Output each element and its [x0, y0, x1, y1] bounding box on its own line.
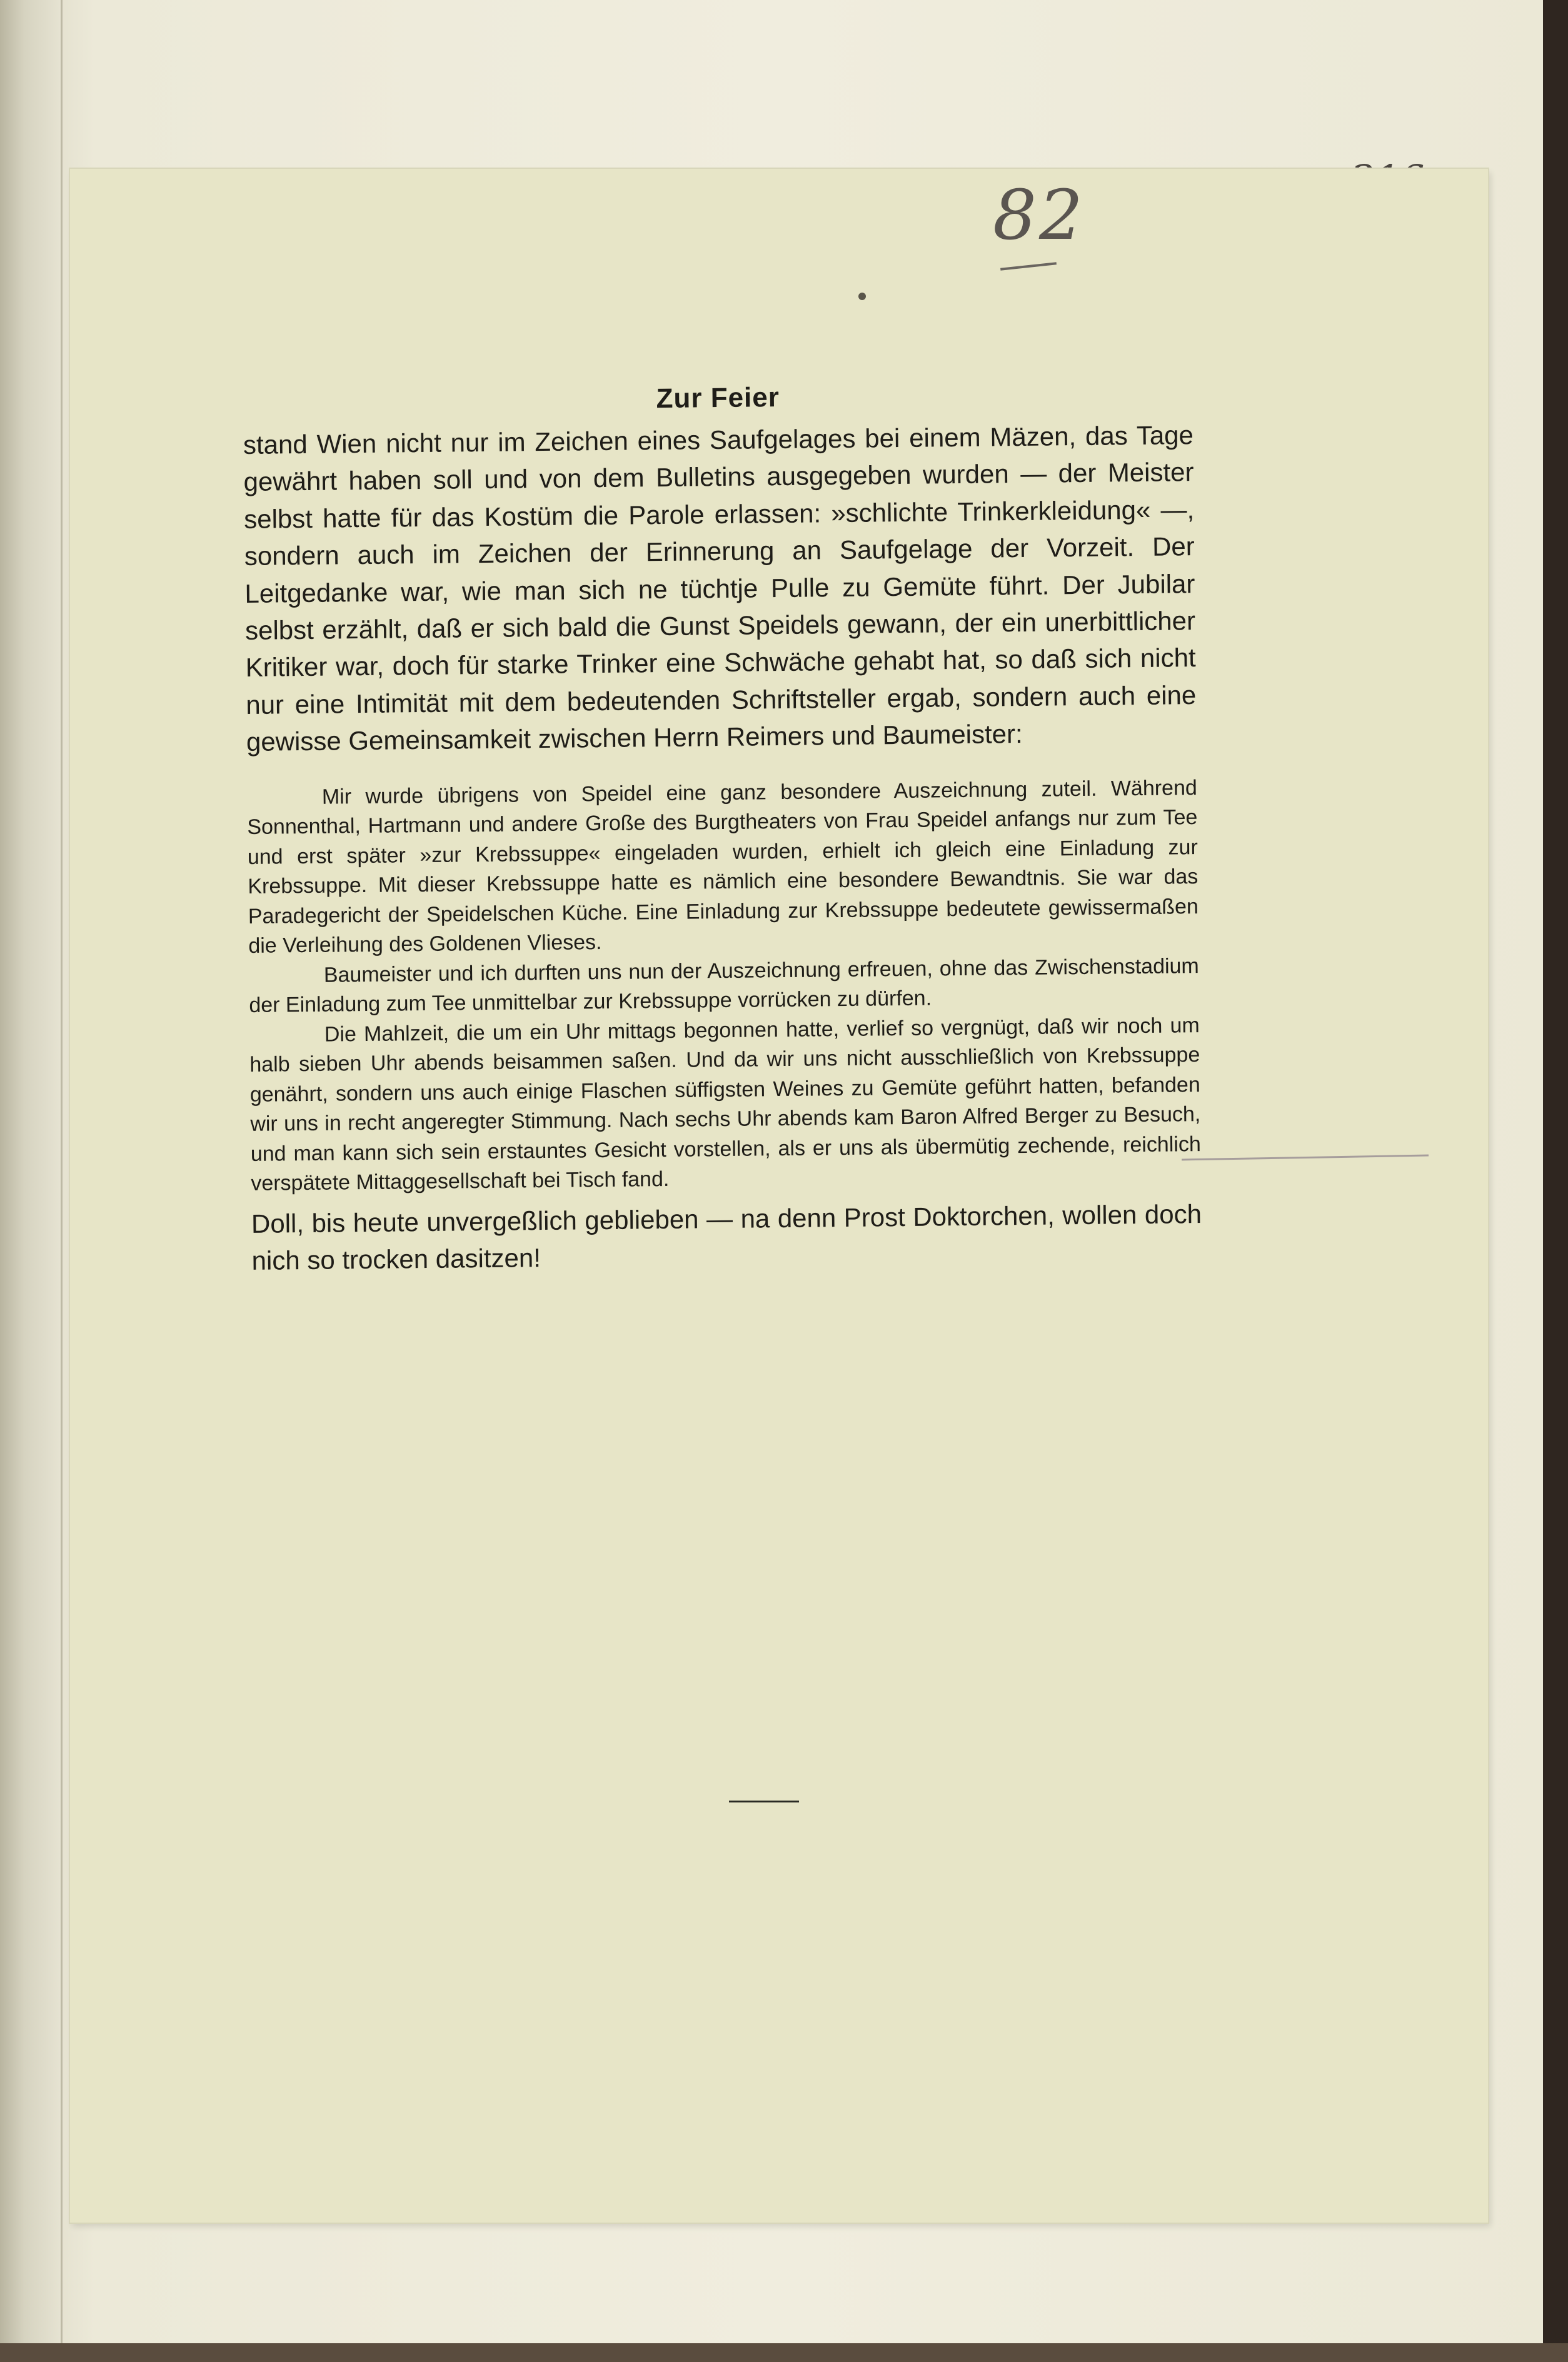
quote-paragraph: Baumeister und ich durften uns nun der Auszeichnung erfreuen, ohne das Zwischenstadium der Einladung zum Tee unmittelbar zur Krebssuppe vorrücken zu dürfen.	[249, 953, 1199, 1018]
quote-paragraph: Die Mahlzeit, die um ein Uhr mittags begonnen hatte, verlief so vergnügt, daß wir noch um halb sieben Uhr abends beisammen saßen. Und da wir uns nicht ausschließlich von Krebssuppe genährt, sondern uns auch einige Flaschen süffigsten Weines zu Gemüte geführt hatten, befanden wir uns in recht angeregter Stimmung. Nach sechs Uhr abends kam Baron Alfred Berger zu Besuch, und man kann sich sein erstauntes Gesicht vorstellen, als er uns als übermütig zechende, reichlich verspätete Mittaggesellschaft bei Tisch fand.	[249, 1013, 1201, 1196]
article-closing-paragraph: Doll, bis heute unvergeßlich geblieben — na denn Prost Doktorchen, wollen doch nich so trocken dasitzen!	[251, 1199, 1202, 1275]
end-rule	[729, 1801, 799, 1802]
article-title: Zur Feier	[656, 382, 780, 415]
album-edge-bottom	[0, 2343, 1568, 2362]
article-intro-paragraph: stand Wien nicht nur im Zeichen eines Saufgelages bei einem Mäzen, das Tage gewährt haben soll und von dem Bulletins ausgegeben wurden — der Meister selbst hatte für das Kostüm die Parole erlassen: »schlichte Trinkerkleidung« —, sondern auch im Zeichen der Erinnerung an Saufgelage der Vorzeit. Der Leitgedanke war, wie man sich ne tüchtje Pulle zu Gemüte führt. Der Jubilar selbst erzählt, daß er sich bald die Gunst Speidels gewann, der ein unerbittlicher Kritiker war, doch für starke Trinker eine Schwäche gehabt hat, so daß sich nicht nur eine Intimität mit dem bedeutenden Schriftsteller ergab, sondern auch eine gewisse Gemeinsamkeit zwischen Herrn Reimers und Baumeister:	[243, 420, 1197, 757]
ink-dot	[858, 293, 866, 300]
quoted-passage	[247, 773, 1202, 1199]
album-edge-right	[1543, 0, 1568, 2362]
article-body	[243, 378, 1202, 1279]
quote-paragraph: Mir wurde übrigens von Speidel eine ganz besondere Auszeichnung zuteil. Während Sonnenthal, Hartmann und andere Große des Burgtheaters von Frau Speidel anfangs nur zum Tee und erst später »zur Krebssuppe« eingeladen wurden, erhielt ich gleich eine Einladung zur Krebssuppe. Mit dieser Krebssuppe hatte es nämlich eine besondere Bewandtnis. Sie war das Paradegericht der Speidelschen Küche. Eine Einladung zur Krebssuppe bedeutete gewissermaßen die Verleihung des Goldenen Vlieses.	[247, 775, 1199, 958]
album-spine	[0, 0, 63, 2362]
handwritten-sheet-number: 82	[993, 175, 1085, 255]
